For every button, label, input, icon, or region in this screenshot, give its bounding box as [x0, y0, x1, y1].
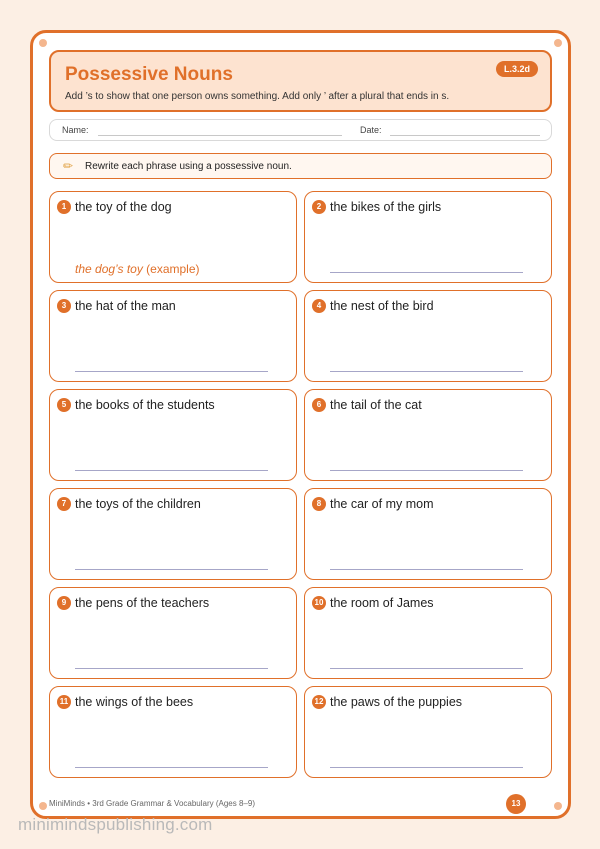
- worksheet-page: [30, 30, 571, 819]
- answer-line[interactable]: [330, 272, 523, 273]
- exercise-card-8: [304, 488, 552, 580]
- instruction-text: Rewrite each phrase using a possessive noun.: [85, 161, 292, 172]
- answer-line[interactable]: [330, 767, 523, 768]
- exercise-card-4: [304, 290, 552, 382]
- answer-line[interactable]: [330, 470, 523, 471]
- exercise-card-10: [304, 587, 552, 679]
- header-box: [49, 50, 552, 112]
- example-note: (example): [146, 262, 200, 276]
- page-subtitle: Add ’s to show that one person owns something. Add only ’ after a plural that ends in s.: [65, 91, 450, 102]
- answer-line[interactable]: [330, 668, 523, 669]
- item-number: 1: [57, 200, 71, 214]
- item-phrase: the paws of the puppies: [330, 695, 463, 709]
- item-number: 6: [312, 398, 326, 412]
- example-answer: [75, 262, 200, 276]
- exercise-card-12: [304, 686, 552, 778]
- item-number: 8: [312, 497, 326, 511]
- item-number: 11: [57, 695, 71, 709]
- item-phrase: the hat of the man: [75, 299, 176, 313]
- date-label: Date:: [360, 125, 382, 135]
- item-number: 7: [57, 497, 71, 511]
- item-number: 4: [312, 299, 326, 313]
- item-number: 5: [57, 398, 71, 412]
- item-phrase: the pens of the teachers: [75, 596, 210, 610]
- name-label: Name:: [62, 125, 89, 135]
- item-number: 2: [312, 200, 326, 214]
- exercise-card-9: [49, 587, 297, 679]
- item-number: 3: [57, 299, 71, 313]
- item-phrase: the tail of the cat: [330, 398, 422, 412]
- name-field[interactable]: [98, 135, 342, 136]
- answer-line[interactable]: [75, 371, 268, 372]
- item-phrase: the nest of the bird: [330, 299, 434, 313]
- item-phrase: the wings of the bees: [75, 695, 194, 709]
- item-phrase: the toy of the dog: [75, 200, 172, 214]
- corner-dot-top-left: [39, 39, 47, 47]
- page-number-badge: 13: [506, 794, 526, 814]
- answer-line[interactable]: [75, 470, 268, 471]
- item-number: 9: [57, 596, 71, 610]
- item-number: 12: [312, 695, 326, 709]
- answer-line[interactable]: [330, 371, 523, 372]
- corner-dot-top-right: [554, 39, 562, 47]
- name-date-bar: [49, 119, 552, 141]
- date-field[interactable]: [390, 135, 540, 136]
- exercise-card-1: [49, 191, 297, 283]
- exercise-card-2: [304, 191, 552, 283]
- pencil-icon: ✏: [63, 159, 74, 173]
- watermark: minimindspublishing.com: [18, 815, 213, 834]
- item-phrase: the room of James: [330, 596, 434, 610]
- footer-text: MiniMinds • 3rd Grade Grammar & Vocabulary (Ages 8–9): [49, 799, 255, 808]
- exercise-card-3: [49, 290, 297, 382]
- exercise-card-7: [49, 488, 297, 580]
- answer-line[interactable]: [75, 569, 268, 570]
- page-title: Possessive Nouns: [65, 64, 233, 85]
- exercise-card-6: [304, 389, 552, 481]
- answer-line[interactable]: [330, 569, 523, 570]
- answer-line[interactable]: [75, 767, 268, 768]
- item-phrase: the books of the students: [75, 398, 215, 412]
- item-phrase: the bikes of the girls: [330, 200, 442, 214]
- example-answer-text: the dog’s toy: [75, 262, 143, 276]
- item-phrase: the car of my mom: [330, 497, 434, 511]
- corner-dot-bottom-left: [39, 802, 47, 810]
- item-phrase: the toys of the children: [75, 497, 201, 511]
- corner-dot-bottom-right: [554, 802, 562, 810]
- exercise-card-11: [49, 686, 297, 778]
- exercise-card-5: [49, 389, 297, 481]
- instruction-box: [49, 153, 552, 179]
- item-number: 10: [312, 596, 326, 610]
- standard-badge: L.3.2d: [496, 61, 538, 77]
- answer-line[interactable]: [75, 668, 268, 669]
